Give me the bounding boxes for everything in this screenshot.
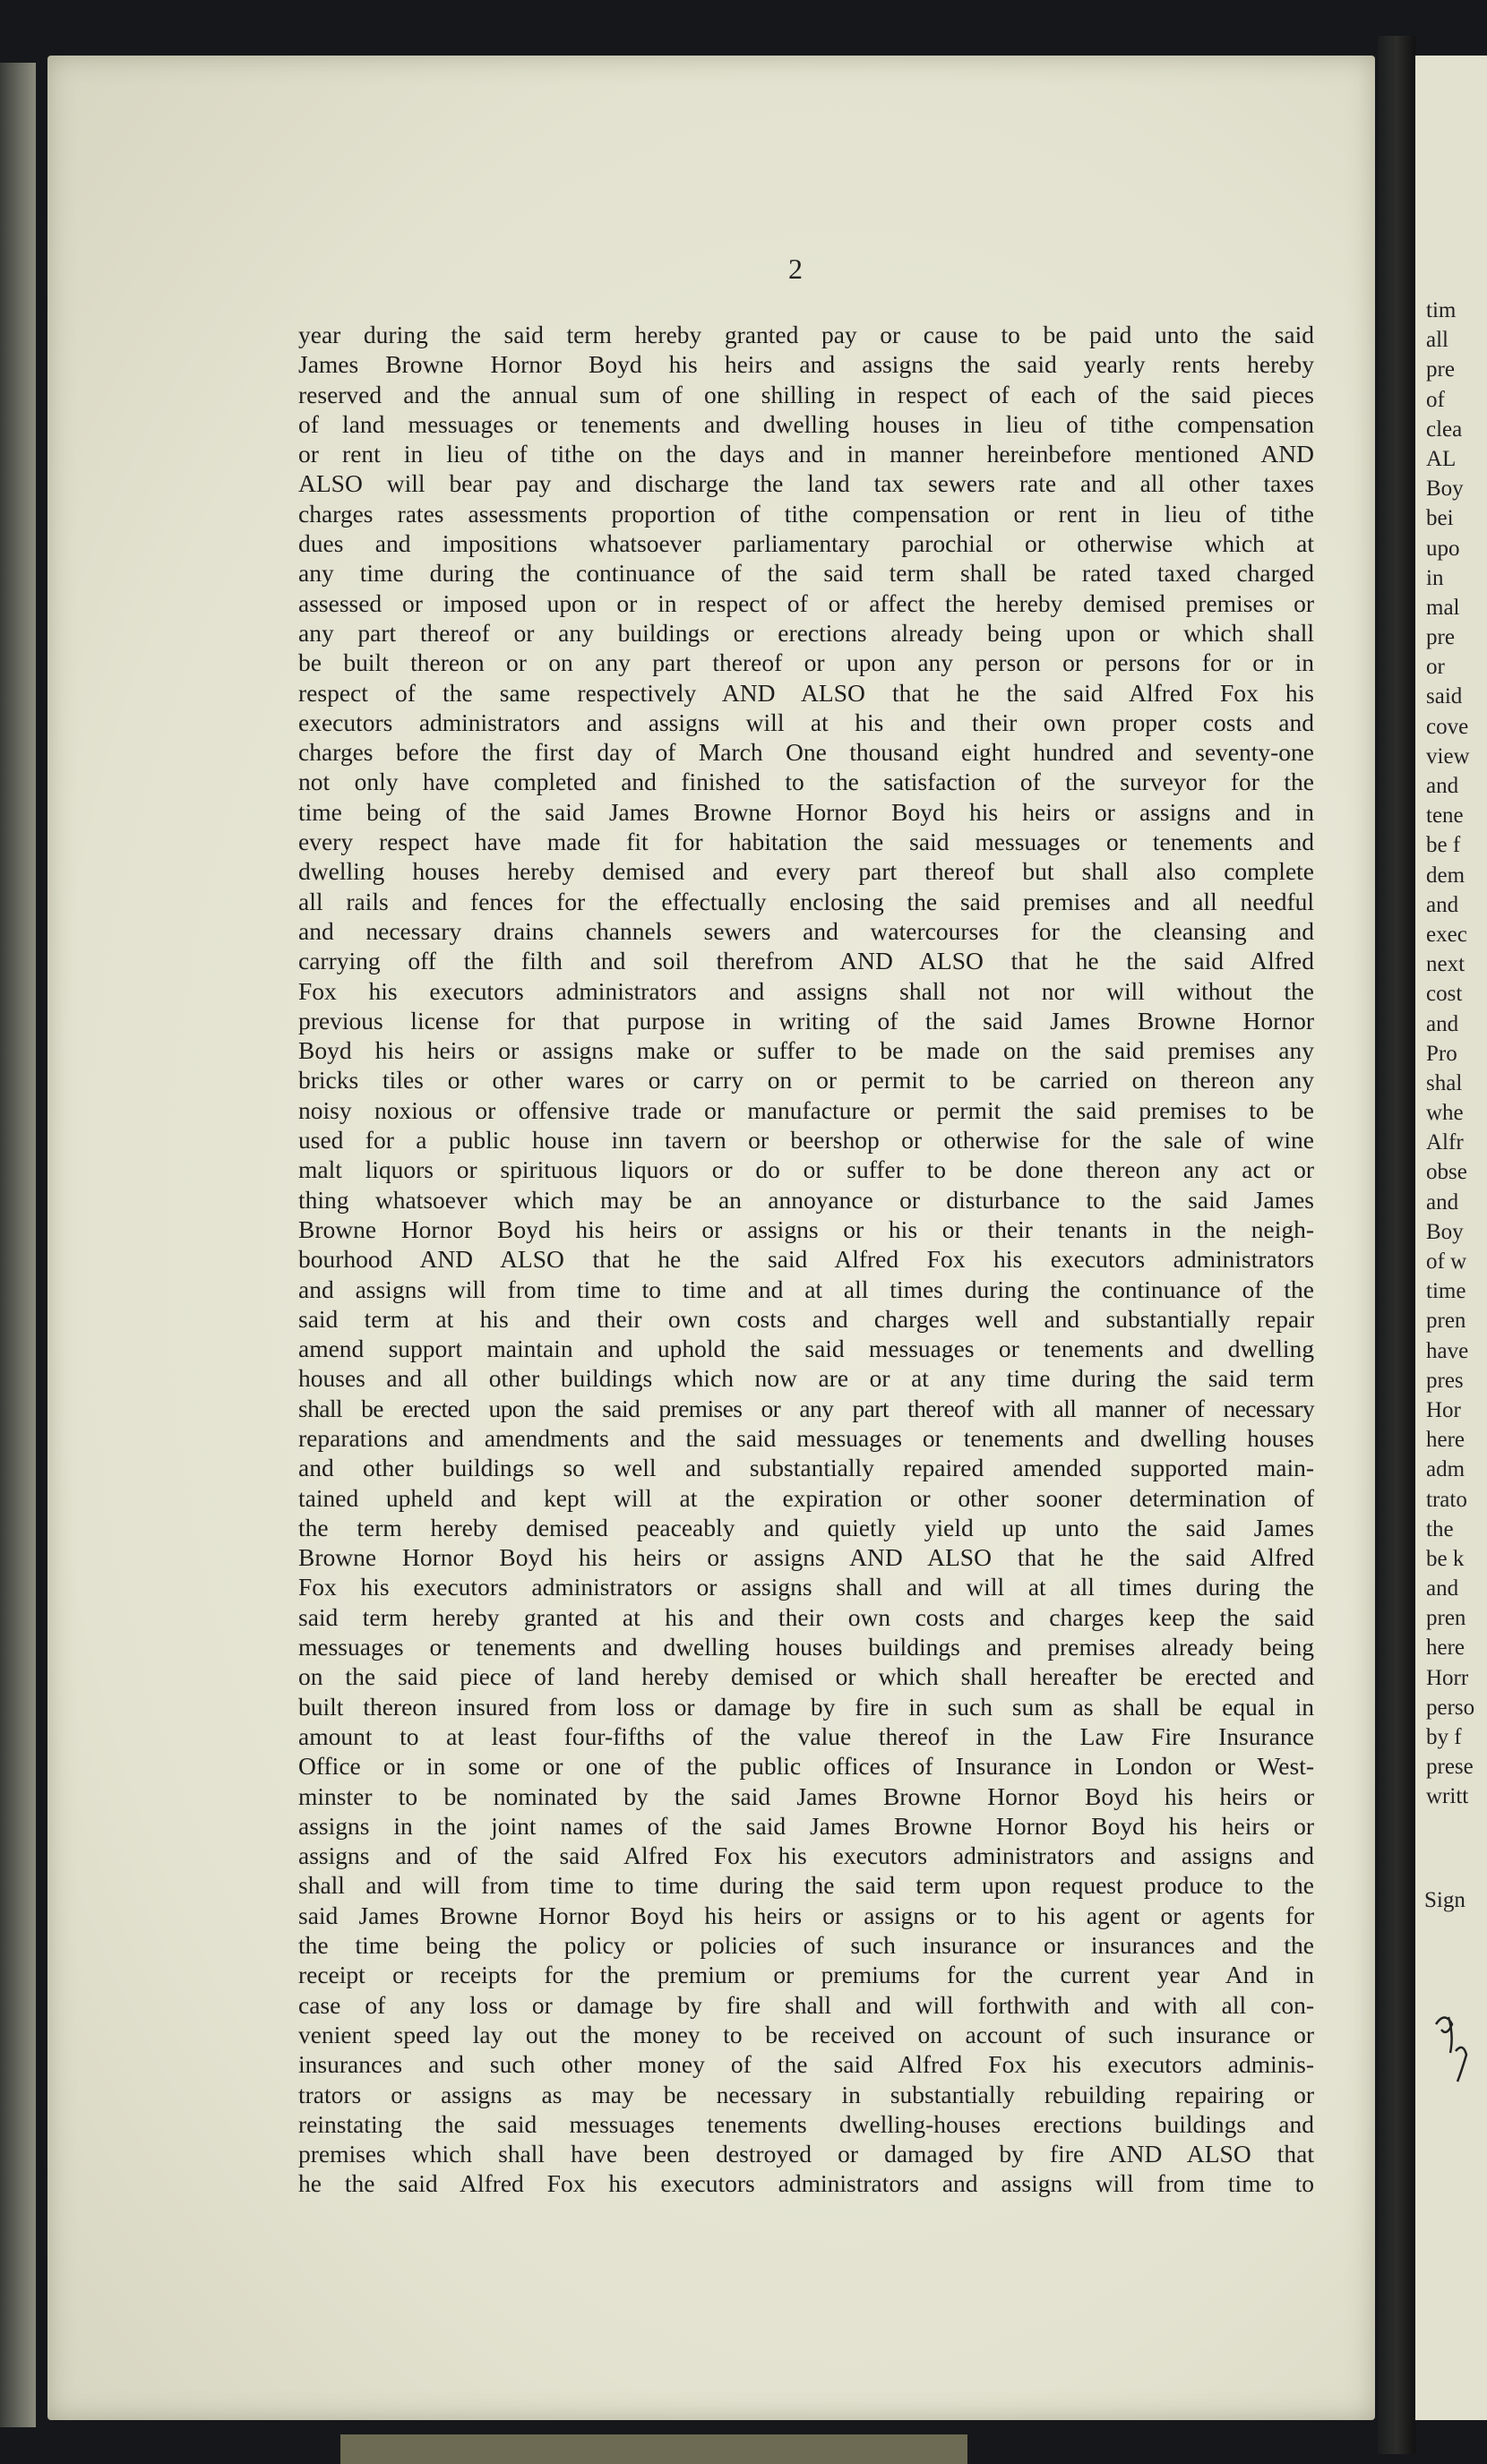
text-line: charges rates assessments proportion of tithe compensation or rent in lieu of tithe	[298, 499, 1314, 528]
next-page-text-fragments	[1426, 296, 1474, 1812]
text-line: or rent in lieu of tithe on the days and in manner hereinbefore mentioned AND	[298, 440, 1314, 468]
next-page-fragment: mal	[1426, 595, 1460, 620]
next-page-fragment: time	[1426, 1279, 1466, 1304]
text-line: reinstating the said messuages tenements dwelling-houses erections buildings and	[298, 2109, 1314, 2138]
text-line: shall and will from time to time during the said term upon request produce to the	[298, 1871, 1314, 1900]
text-line: malt liquors or spirituous liquors or do or suffer to be done thereon any act or	[298, 1155, 1314, 1184]
next-page-fragment: by f	[1426, 1725, 1462, 1749]
next-page-fragment: here	[1426, 1428, 1466, 1453]
text-line: on the said piece of land hereby demised or which shall hereafter be erected and	[298, 1662, 1314, 1691]
next-page-fragment: of w	[1426, 1249, 1467, 1274]
text-line: Fox his executors administrators and assigns shall not nor will without the	[298, 976, 1314, 1005]
next-page-fragment: upo	[1426, 536, 1460, 561]
text-line: any time during the continuance of the said term shall be rated taxed charged	[298, 559, 1314, 588]
next-page-fragment: clea	[1426, 416, 1463, 442]
text-line: time being of the said James Browne Hornor Boyd his heirs or assigns and in	[298, 797, 1314, 826]
next-page-fragment: pren	[1426, 1606, 1466, 1631]
next-page-fragment: and	[1426, 774, 1459, 798]
text-line: premises which shall have been destroyed or damaged by fire AND ALSO that	[298, 2140, 1314, 2168]
next-page-fragment: be k	[1426, 1546, 1465, 1571]
next-page-fragment: Horr	[1426, 1665, 1469, 1690]
next-page-fragment: have	[1426, 1338, 1469, 1363]
text-line: ALSO will bear pay and discharge the land tax sewers rate and all other taxes	[298, 469, 1314, 498]
next-page-fragment: pre	[1426, 357, 1455, 382]
next-page-fragment: all	[1426, 328, 1448, 353]
text-line: houses and all other buildings which now are or at any time during the said term	[298, 1364, 1314, 1393]
book-binding-left	[0, 63, 36, 2427]
text-line: noisy noxious or offensive trade or manufacture or permit the said premises to be	[298, 1095, 1314, 1124]
text-line: thing whatsoever which may be an annoyance or disturbance to the said James	[298, 1185, 1314, 1214]
text-line: Browne Hornor Boyd his heirs or assigns or his or their tenants in the neigh-	[298, 1215, 1314, 1243]
text-line: receipt or receipts for the premium or premiums for the current year And in	[298, 1961, 1314, 1989]
text-line: of land messuages or tenements and dwelling houses in lieu of tithe compensation	[298, 409, 1314, 438]
next-page-fragment: and	[1426, 1011, 1459, 1036]
next-page-fragment: pren	[1426, 1309, 1466, 1334]
text-line: executors administrators and assigns will at his and their own proper costs and	[298, 708, 1314, 736]
text-line: all rails and fences for the effectually enclosing the said premises and all needful	[298, 887, 1314, 915]
next-page-fragment: writt	[1426, 1784, 1469, 1809]
text-line: venient speed lay out the money to be received on account of such insurance or	[298, 2020, 1314, 2048]
next-page-fragment: and	[1426, 1189, 1459, 1215]
next-page-fragment: obse	[1426, 1160, 1467, 1185]
next-page-fragment: view	[1426, 743, 1470, 768]
next-page-fragment: perso	[1426, 1695, 1475, 1720]
next-page-fragment: Hor	[1426, 1397, 1461, 1422]
next-page-fragment: here	[1426, 1636, 1466, 1661]
text-line: the term hereby demised peaceably and quietly yield up unto the said James	[298, 1513, 1314, 1541]
text-line: carrying off the filth and soil therefrom AND ALSO that he the said Alfred	[298, 947, 1314, 975]
text-line: case of any loss or damage by fire shall and will forthwith and with all con-	[298, 1990, 1314, 2019]
next-page-fragment: in	[1426, 565, 1444, 590]
next-page-fragment: and	[1426, 1576, 1459, 1601]
text-line: tained upheld and kept will at the expiration or other sooner determination of	[298, 1483, 1314, 1512]
text-line: reparations and amendments and the said messuages or tenements and dwelling houses	[298, 1423, 1314, 1452]
text-line: not only have completed and finished to the satisfaction of the surveyor for the	[298, 768, 1314, 796]
text-line: bricks tiles or other wares or carry on or permit to be carried on thereon any	[298, 1066, 1314, 1095]
next-page-fragment: shal	[1426, 1070, 1463, 1095]
next-page-fragment: adm	[1426, 1457, 1466, 1482]
next-page-fragment: whe	[1426, 1101, 1464, 1126]
text-line: minster to be nominated by the said James Browne Hornor Boyd his heirs or	[298, 1781, 1314, 1810]
next-page-fragment: dem	[1426, 863, 1466, 888]
next-page-fragment: trato	[1426, 1487, 1467, 1512]
text-line: respect of the same respectively AND ALSO that he the said Alfred Fox his	[298, 678, 1314, 707]
next-page-fragment: the	[1426, 1516, 1454, 1541]
text-line: year during the said term hereby granted pay or cause to be paid unto the said	[298, 321, 1314, 348]
bottom-page-strip	[340, 2434, 967, 2464]
next-page-fragment: Boy	[1426, 476, 1464, 502]
text-line: bourhood AND ALSO that he the said Alfred Fox his executors administrators	[298, 1245, 1314, 1274]
text-line: he the said Alfred Fox his executors administrators and assigns will from time to	[298, 2169, 1314, 2198]
text-line: be built thereon or on any part thereof or upon any person or persons for or in	[298, 648, 1314, 677]
next-page-fragment: or	[1426, 655, 1445, 680]
text-line: said term at his and their own costs and charges well and substantially repair	[298, 1304, 1314, 1333]
text-line: used for a public house inn tavern or beershop or otherwise for the sale of wine	[298, 1126, 1314, 1155]
text-line: insurances and such other money of the said Alfred Fox his executors adminis-	[298, 2050, 1314, 2079]
next-page-fragment: pres	[1426, 1368, 1464, 1393]
text-line: assigns and of the said Alfred Fox his executors administrators and assigns and	[298, 1842, 1314, 1870]
next-page-fragment: pre	[1426, 625, 1455, 650]
text-line: said James Browne Hornor Boyd his heirs or assigns or to his agent or agents for	[298, 1901, 1314, 1929]
text-line: the time being the policy or policies of such insurance or insurances and the	[298, 1931, 1314, 1960]
next-page-fragment: tim	[1426, 298, 1457, 322]
next-page-fragment: bei	[1426, 506, 1454, 531]
handwritten-signature-mark	[1429, 2006, 1469, 2087]
text-line: James Browne Hornor Boyd his heirs and assigns the said yearly rents hereby	[298, 350, 1314, 379]
next-page-fragment: AL	[1426, 446, 1457, 471]
next-page-fragment: said	[1426, 684, 1463, 709]
next-page-fragment: and	[1426, 892, 1459, 917]
text-line: amend support maintain and uphold the said messuages or tenements and dwelling	[298, 1335, 1314, 1363]
text-line: every respect have made fit for habitation the said messuages or tenements and	[298, 828, 1314, 856]
text-line: trators or assigns as may be necessary in substantially rebuilding repairing or	[298, 2080, 1314, 2108]
text-line: dwelling houses hereby demised and every part thereof but shall also complete	[298, 857, 1314, 886]
next-page-fragment: Boy	[1426, 1219, 1464, 1244]
text-line: Boyd his heirs or assigns make or suffer to be made on the said premises any	[298, 1036, 1314, 1065]
text-line: messuages or tenements and dwelling houses buildings and premises already being	[298, 1633, 1314, 1661]
text-line: previous license for that purpose in writing of the said James Browne Hornor	[298, 1006, 1314, 1035]
text-line: charges before the first day of March One thousand eight hundred and seventy-one	[298, 738, 1314, 767]
text-line: and other buildings so well and substantially repaired amended supported main-	[298, 1454, 1314, 1482]
text-line: and necessary drains channels sewers and watercourses for the cleansing and	[298, 916, 1314, 945]
next-page-fragment: cost	[1426, 982, 1463, 1007]
next-page-fragment: exec	[1426, 922, 1467, 947]
next-page-fragment: be f	[1426, 833, 1461, 858]
text-line: Browne Hornor Boyd his heirs or assigns AND ALSO that he the said Alfred	[298, 1543, 1314, 1572]
next-page-fragment: next	[1426, 952, 1466, 977]
text-line: assessed or imposed upon or in respect of or affect the hereby demised premises or	[298, 588, 1314, 617]
text-line: Office or in some or one of the public offices of Insurance in London or West-	[298, 1752, 1314, 1781]
text-line: reserved and the annual sum of one shilling in respect of each of the said pieces	[298, 380, 1314, 408]
next-page-fragment: cove	[1426, 714, 1469, 739]
text-line: shall be erected upon the said premises or any part thereof with all manner of necessary	[298, 1394, 1314, 1422]
page-number: 2	[788, 253, 803, 285]
next-page-fragment: tene	[1426, 803, 1464, 828]
text-line: dues and impositions whatsoever parliamentary parochial or otherwise which at	[298, 529, 1314, 558]
text-line: Fox his executors administrators or assigns shall and will at all times during the	[298, 1573, 1314, 1601]
next-page-fragment: prese	[1426, 1755, 1474, 1780]
text-line: assigns in the joint names of the said James Browne Hornor Boyd his heirs or	[298, 1811, 1314, 1840]
next-page-fragment: Alfr	[1426, 1130, 1464, 1155]
text-line: any part thereof or any buildings or erections already being upon or which shall	[298, 618, 1314, 647]
deed-body-text	[298, 320, 1314, 2199]
text-line: and assigns will from time to time and at all times during the continuance of the	[298, 1275, 1314, 1303]
text-line: said term hereby granted at his and their own costs and charges keep the said	[298, 1602, 1314, 1631]
text-line: built thereon insured from loss or damage by fire in such sum as shall be equal in	[298, 1692, 1314, 1721]
next-page-fragment: Pro	[1426, 1041, 1457, 1066]
book-gutter	[1378, 36, 1415, 2454]
next-page-sign-label: Sign	[1424, 1888, 1466, 1912]
text-line: amount to at least four-fifths of the value thereof in the Law Fire Insurance	[298, 1721, 1314, 1750]
next-page-fragment: of	[1426, 387, 1445, 412]
